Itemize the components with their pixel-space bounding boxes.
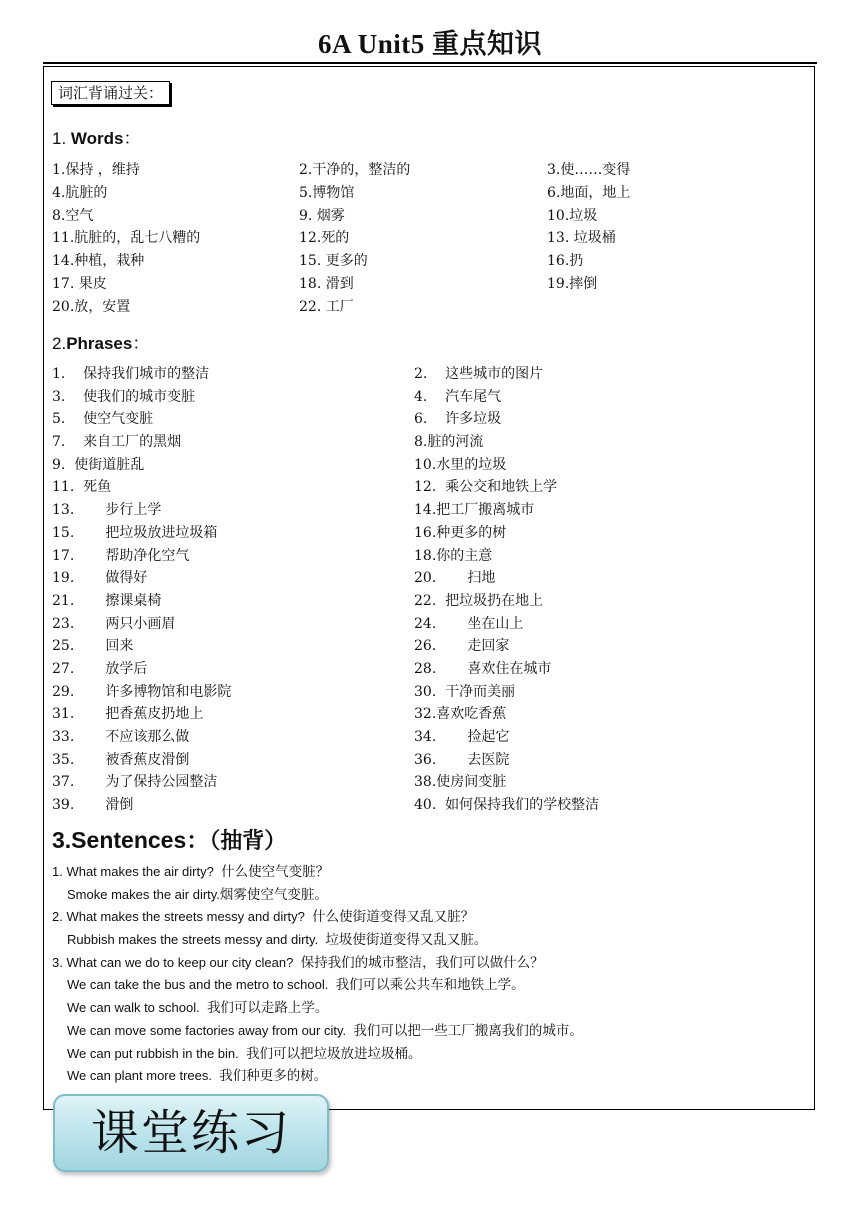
- phrase-item: 32.喜欢吃香蕉: [414, 706, 507, 723]
- sentence-zh: 垃圾使街道变得又乱又脏。: [325, 932, 488, 949]
- practice-label: 课堂练习: [90, 1105, 291, 1161]
- words-row: [52, 159, 792, 182]
- phrase-item: 9. 使街道脏乱: [52, 456, 145, 473]
- sentence-en: 3. What can we do to keep our city clean?: [52, 954, 301, 970]
- phrase-item: 15. 把垃圾放进垃圾箱: [52, 524, 218, 541]
- phrases-row: [52, 771, 792, 794]
- phrases-row: [52, 567, 792, 590]
- sentence-zh: 我们种更多的树。: [219, 1068, 328, 1085]
- sentence-question: [52, 906, 812, 929]
- phrases-list: [52, 363, 792, 817]
- phrases-row: [52, 794, 792, 817]
- phrase-item: 12. 乘公交和地铁上学: [414, 479, 558, 496]
- sentence-answer: [52, 974, 812, 997]
- phrase-item: 34. 捡起它: [414, 729, 510, 745]
- phrase-item: 37. 为了保持公园整洁: [52, 774, 218, 791]
- phrase-item: 20. 扫地: [414, 570, 496, 587]
- sentence-zh: 我们可以把垃圾放进垃圾桶。: [245, 1045, 422, 1062]
- sentence-question: [52, 861, 812, 884]
- phrase-item: 31. 把香蕉皮扔地上: [52, 706, 204, 723]
- phrases-row: [52, 749, 792, 772]
- sentence-zh: 我们可以走路上学。: [206, 1000, 329, 1017]
- phrase-item: 11. 死鱼: [52, 479, 112, 496]
- phrase-item: 13. 步行上学: [52, 502, 162, 519]
- phrase-item: 25. 回来: [52, 638, 134, 655]
- phrases-heading: [52, 329, 149, 354]
- phrase-item: 16.种更多的树: [414, 524, 507, 541]
- phrase-item: 18.你的主意: [414, 547, 493, 564]
- sentence-en: Smoke makes the air dirty.: [67, 886, 220, 902]
- word-item: 14.种植，栽种: [52, 253, 145, 270]
- phrases-row: [52, 635, 792, 658]
- sentence-zh: 什么使街道变得又乱又脏？: [312, 909, 475, 926]
- words-heading: [52, 124, 141, 149]
- phrase-item: 5. 使空气变脏: [52, 411, 154, 428]
- words-row: [52, 182, 792, 205]
- word-item: 22. 工厂: [299, 298, 354, 315]
- phrase-item: 21. 擦课桌椅: [52, 592, 162, 609]
- words-row: [52, 250, 792, 273]
- phrase-item: 39. 滑倒: [52, 797, 134, 814]
- sentence-en: We can move some factories away from our city.: [67, 1022, 354, 1038]
- word-item: 2.干净的，整洁的: [299, 162, 411, 178]
- phrases-heading-num: 2.: [52, 334, 67, 353]
- phrase-item: 1. 保持我们城市的整洁: [52, 366, 210, 382]
- sentence-en: 1. What makes the air dirty?: [52, 864, 222, 879]
- word-item: [547, 296, 792, 319]
- words-row: [52, 227, 792, 250]
- word-item: 12.死的: [299, 230, 350, 247]
- word-item: 3.使……变得: [547, 162, 631, 178]
- phrases-row: [52, 703, 792, 726]
- phrase-item: 4. 汽车尾气: [414, 388, 502, 405]
- word-item: 5.博物馆: [299, 184, 355, 201]
- phrase-item: 26. 走回家: [414, 638, 510, 655]
- sentence-zh: 我们可以把一些工厂搬离我们的城市。: [353, 1022, 583, 1039]
- sentences-heading-label: 3.Sentences：: [52, 827, 210, 853]
- phrase-item: 40. 如何保持我们的学校整洁: [414, 797, 600, 814]
- phrases-row: [52, 726, 792, 749]
- sentences-heading: [52, 822, 286, 855]
- phrase-item: 30. 干净而美丽: [414, 683, 516, 700]
- phrases-row: [52, 431, 792, 454]
- phrases-row: [52, 590, 792, 613]
- phrases-heading-label: Phrases: [66, 334, 133, 353]
- sentence-answer: [52, 1065, 812, 1088]
- phrases-row: [52, 476, 792, 499]
- phrase-item: 7. 来自工厂的黑烟: [52, 434, 182, 451]
- word-item: 10.垃圾: [547, 207, 598, 224]
- words-heading-num: 1.: [52, 129, 67, 148]
- phrases-row: [52, 408, 792, 431]
- word-item: 13. 垃圾桶: [547, 230, 616, 247]
- phrases-heading-colon: ：: [132, 334, 150, 353]
- word-item: 16.扔: [547, 253, 584, 270]
- phrase-item: 8.脏的河流: [414, 434, 484, 451]
- phrases-row: [52, 522, 792, 545]
- phrases-row: [52, 681, 792, 704]
- phrases-row: [52, 613, 792, 636]
- word-item: 9. 烟雾: [299, 207, 345, 224]
- sentence-zh: 烟雾使空气变脏。: [219, 886, 328, 903]
- sentence-answer: [52, 1020, 812, 1043]
- word-item: 8.空气: [52, 207, 94, 224]
- vocab-label-box: 词汇背诵过关：: [51, 81, 170, 105]
- sentences-heading-tag: （抽背）: [209, 829, 287, 854]
- sentence-answer: [52, 1043, 812, 1066]
- sentence-zh: 保持我们的城市整洁，我们可以做什么？: [300, 954, 544, 971]
- phrase-item: 36. 去医院: [414, 751, 510, 768]
- phrases-row: [52, 545, 792, 568]
- words-heading-colon: ：: [123, 129, 141, 148]
- words-list: [52, 159, 792, 319]
- phrase-item: 2. 这些城市的图片: [414, 366, 544, 382]
- sentence-en: We can plant more trees.: [67, 1068, 220, 1084]
- phrase-item: 38.使房间变脏: [414, 774, 507, 791]
- phrases-row: [52, 454, 792, 477]
- phrase-item: 29. 许多博物馆和电影院: [52, 683, 232, 700]
- sentence-en: We can put rubbish in the bin.: [67, 1045, 246, 1061]
- phrase-item: 17. 帮助净化空气: [52, 547, 190, 564]
- phrase-item: 35. 被香蕉皮滑倒: [52, 751, 190, 768]
- phrase-item: 24. 坐在山上: [414, 615, 524, 632]
- phrases-row: [52, 658, 792, 681]
- sentence-en: Rubbish makes the streets messy and dirty.: [67, 932, 326, 948]
- phrase-item: 14.把工厂搬离城市: [414, 502, 535, 519]
- phrase-item: 27. 放学后: [52, 660, 148, 677]
- phrase-item: 22. 把垃圾扔在地上: [414, 592, 544, 609]
- title-rule: [43, 62, 817, 64]
- word-item: 20.放，安置: [52, 298, 131, 315]
- phrase-item: 3. 使我们的城市变脏: [52, 388, 196, 405]
- sentence-answer: [52, 997, 812, 1020]
- phrase-item: 6. 许多垃圾: [414, 411, 502, 428]
- phrases-row: [52, 363, 792, 386]
- sentences-list: [52, 861, 812, 1088]
- words-row: [52, 296, 792, 319]
- page-title: 6A Unit5 重点知识: [317, 29, 543, 59]
- words-row: [52, 205, 792, 228]
- sentence-answer: [52, 884, 812, 907]
- sentence-en: 2. What makes the streets messy and dirty?: [52, 909, 313, 925]
- word-item: 6.地面，地上: [547, 184, 631, 201]
- word-item: 19.摔倒: [547, 275, 598, 292]
- word-item: 18. 滑到: [299, 275, 354, 292]
- phrase-item: 10.水里的垃圾: [414, 456, 507, 473]
- sentence-zh: 我们可以乘公共车和地铁上学。: [335, 977, 525, 994]
- phrase-item: 28. 喜欢住在城市: [414, 660, 552, 677]
- word-item: 4.肮脏的: [52, 184, 108, 201]
- sentence-en: We can walk to school.: [67, 1000, 207, 1016]
- sentence-question: [52, 952, 812, 975]
- words-heading-label: Words: [70, 129, 124, 148]
- phrase-item: 19. 做得好: [52, 570, 148, 587]
- practice-button[interactable]: [53, 1094, 329, 1172]
- word-item: 1.保持 ，维持: [52, 162, 140, 178]
- sentence-answer: [52, 929, 812, 952]
- word-item: 17. 果皮: [52, 275, 107, 292]
- sentence-en: We can take the bus and the metro to school.: [67, 977, 336, 993]
- phrases-row: [52, 386, 792, 409]
- sentence-zh: 什么使空气变脏？: [221, 864, 330, 880]
- phrase-item: 33. 不应该那么做: [52, 729, 190, 745]
- word-item: 11.肮脏的，乱七八糟的: [52, 230, 201, 247]
- phrase-item: 23. 两只小画眉: [52, 615, 176, 632]
- words-row: [52, 273, 792, 296]
- phrases-row: [52, 499, 792, 522]
- word-item: 15. 更多的: [299, 253, 368, 270]
